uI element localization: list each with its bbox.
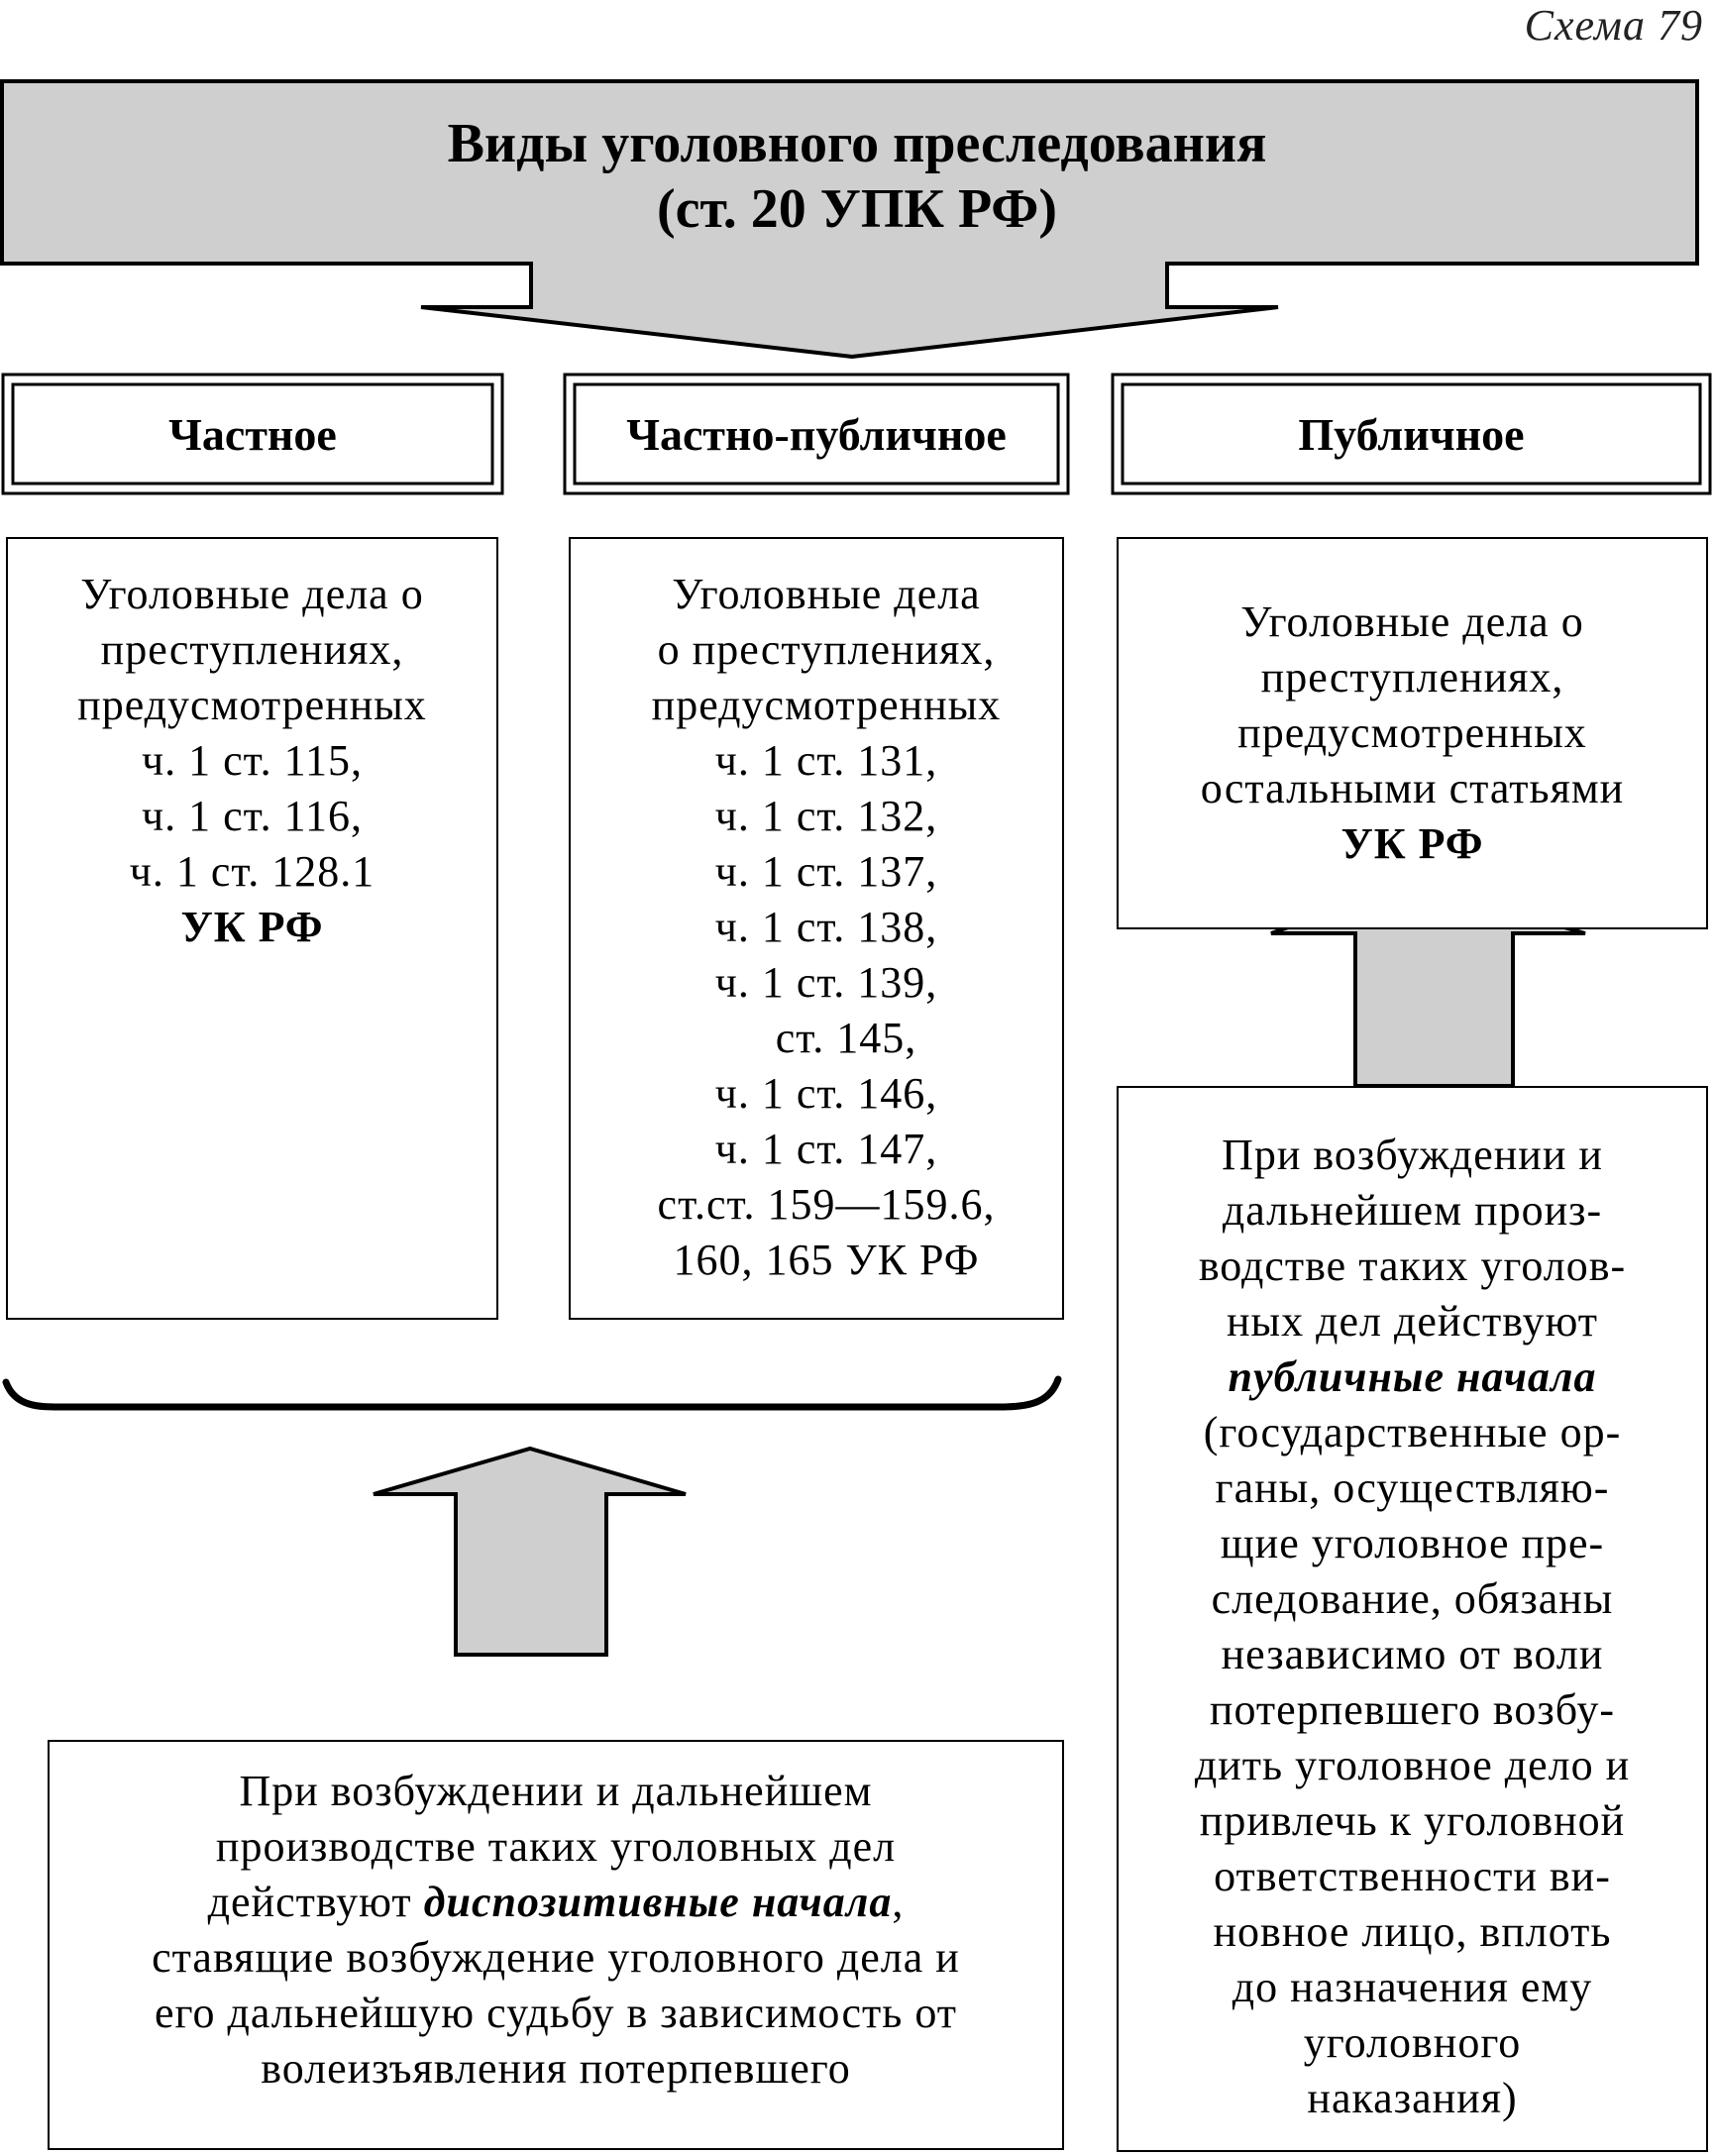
dispositive-note-line: ставящие возбуждение уголовного дела и — [152, 1933, 960, 1982]
dispositive-note-text: действуют — [207, 1878, 424, 1926]
private-public-cases-line: ст. 145, — [775, 1014, 917, 1062]
private-cases-line: ч. 1 ст. 115, — [142, 736, 363, 785]
private-cases-line: предусмотренных — [77, 681, 427, 729]
up-arrow-dispositive — [374, 1449, 686, 1655]
private-public-cases-line: предусмотренных — [651, 681, 1002, 729]
public-note-line: щие уголовное пре- — [1220, 1519, 1605, 1567]
private-public-cases-line: ч. 1 ст. 147, — [714, 1125, 938, 1173]
private-cases-box — [6, 537, 498, 1320]
category-public: Публичное — [1298, 408, 1525, 460]
scheme-caption: Схема 79 — [1524, 1, 1703, 50]
public-note-line: уголовного — [1303, 2018, 1522, 2067]
public-note-line: дальнейшем произ- — [1222, 1186, 1603, 1235]
public-note-line: дить уголовное дело и — [1194, 1741, 1631, 1789]
private-public-cases-box — [569, 537, 1064, 1320]
private-public-cases-line: ч. 1 ст. 146, — [714, 1069, 938, 1118]
private-public-cases-line: ч. 1 ст. 138, — [714, 903, 938, 951]
public-note-line: следование, обязаны — [1211, 1574, 1614, 1623]
public-note-line: новное лицо, вплоть — [1213, 1907, 1612, 1956]
private-cases-line: Уголовные дела о — [80, 570, 424, 618]
private-cases-line: ч. 1 ст. 116, — [142, 792, 363, 840]
public-cases-code: УК РФ — [1340, 819, 1484, 868]
dispositive-principle-emphasis: диспозитивные начала — [423, 1878, 893, 1926]
category-private: Частное — [168, 408, 337, 460]
diagram-title — [238, 111, 1476, 242]
public-note-line: водстве таких уголов- — [1198, 1241, 1627, 1290]
grouping-brace — [6, 1379, 1058, 1407]
public-note-line: При возбуждении и — [1222, 1131, 1603, 1179]
private-public-cases-line: ч. 1 ст. 132, — [714, 792, 938, 840]
dispositive-note-line-with-emphasis — [50, 1875, 1062, 1930]
public-note-line: независимо от воли — [1221, 1630, 1604, 1678]
public-note-line: потерпевшего возбу- — [1209, 1685, 1616, 1734]
public-principle-box — [1117, 1086, 1708, 2152]
private-cases-code: УК РФ — [180, 903, 324, 951]
public-principle-emphasis: публичные начала — [1228, 1352, 1597, 1401]
category-private-public: Частно-публичное — [626, 408, 1007, 460]
public-note-line: ответственности ви- — [1214, 1852, 1611, 1900]
dispositive-note-line: производстве таких уголовных дел — [215, 1822, 897, 1871]
public-cases-line: остальными статьями — [1200, 764, 1625, 812]
private-public-cases-line: 160, 165 УК РФ — [673, 1236, 980, 1284]
public-note-line: до назначения ему — [1232, 1963, 1593, 2011]
dispositive-principle-box — [48, 1740, 1064, 2150]
private-public-cases-line: Уголовные дела — [672, 570, 981, 618]
private-public-cases-line: ч. 1 ст. 137, — [714, 847, 938, 896]
public-note-line: ных дел действуют — [1227, 1297, 1598, 1346]
dispositive-note-line: его дальнейшую судьбу в зависимость от — [154, 1989, 958, 2037]
title-line-1: Виды уголовного преследования — [447, 113, 1267, 174]
private-cases-line: ч. 1 ст. 128.1 — [129, 847, 375, 896]
public-cases-line: преступлениях, — [1260, 653, 1564, 701]
private-public-cases-line: ст.ст. 159—159.6, — [657, 1180, 996, 1229]
dispositive-note-line: При возбуждении и дальнейшем — [239, 1767, 873, 1815]
dispositive-note-comma: , — [892, 1878, 905, 1926]
private-cases-line: преступлениях, — [100, 625, 404, 674]
public-note-line: наказания) — [1307, 2074, 1518, 2122]
private-public-cases-line: ч. 1 ст. 139, — [714, 958, 938, 1007]
dispositive-note-line: волеизъявления потерпевшего — [261, 2044, 851, 2093]
public-cases-box — [1117, 537, 1708, 929]
public-cases-line: Уголовные дела о — [1240, 597, 1584, 646]
private-public-cases-line: о преступлениях, — [657, 625, 996, 674]
public-note-line: привлечь к уголовной — [1199, 1796, 1626, 1845]
public-note-line: ганы, осуществляю- — [1215, 1463, 1610, 1512]
title-line-2: (ст. 20 УПК РФ) — [656, 178, 1058, 240]
private-public-cases-line: ч. 1 ст. 131, — [714, 736, 938, 785]
public-cases-line: предусмотренных — [1237, 708, 1587, 757]
public-note-line: (государственные ор- — [1203, 1408, 1622, 1456]
